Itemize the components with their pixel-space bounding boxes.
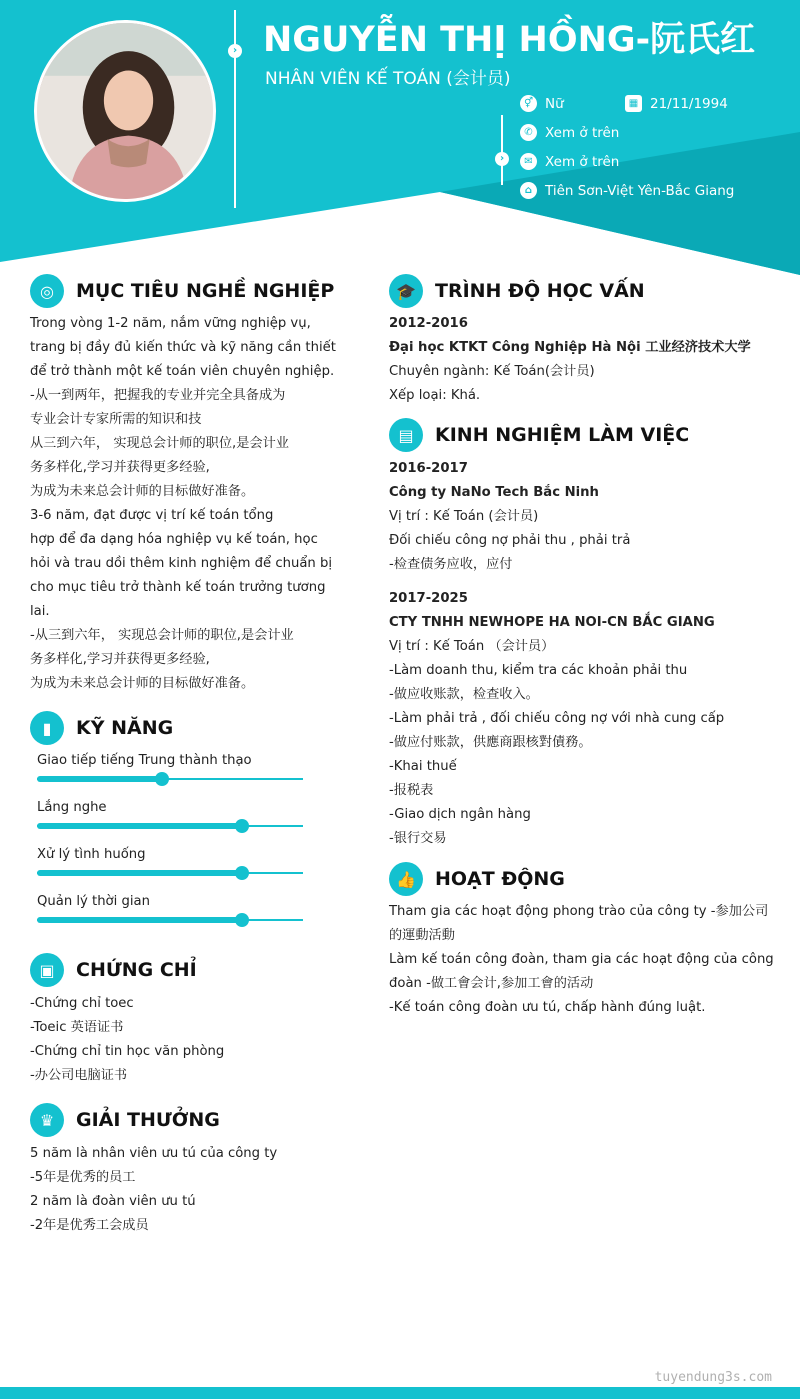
birthday-value: 21/11/1994 bbox=[650, 95, 728, 112]
education-title: TRÌNH ĐỘ HỌC VẤN bbox=[435, 280, 645, 302]
certificate-icon: ▣ bbox=[30, 953, 64, 987]
education-grade: Xếp loại: Khá. bbox=[389, 388, 481, 403]
job-company: Công ty NaNo Tech Bắc Ninh bbox=[389, 485, 599, 500]
email-icon: ✉ bbox=[520, 153, 537, 170]
activities-title: HOẠT ĐỘNG bbox=[435, 868, 565, 890]
text-line: 从三到六年， 实现总会计师的职位,是会计业 bbox=[30, 436, 289, 451]
education-period: 2012-2016 bbox=[389, 316, 468, 331]
phone-value: Xem ở trên bbox=[545, 124, 620, 141]
text-line: -从三到六年， 实现总会计师的职位,是会计业 bbox=[30, 628, 294, 643]
certificates-title: CHỨNG CHỈ bbox=[76, 959, 197, 981]
text-line: cho mục tiêu trở thành kế toán trưởng tương bbox=[30, 580, 326, 595]
skill-fill bbox=[37, 870, 242, 876]
activities-list bbox=[389, 900, 774, 1020]
education-school: Đại học KTKT Công Nghiệp Hà Nội 工业经济技术大学 bbox=[389, 340, 751, 355]
skill-knob bbox=[155, 772, 169, 786]
text-line: hỏi và trau dồi thêm kinh nghiệm để chuẩn bị bbox=[30, 556, 332, 571]
skill-knob bbox=[235, 866, 249, 880]
awards-list bbox=[30, 1142, 277, 1238]
job-entry bbox=[389, 587, 724, 851]
skills-header bbox=[30, 711, 173, 745]
list-item: 5 năm là nhân viên ưu tú của công ty bbox=[30, 1146, 278, 1161]
certificates-header bbox=[30, 953, 197, 987]
text-line: -银行交易 bbox=[389, 831, 447, 846]
text-line: -做应收账款，检查收入。 bbox=[389, 687, 539, 702]
skill-item bbox=[37, 894, 303, 921]
briefcase-icon: ▤ bbox=[389, 418, 423, 452]
list-item: -办公司电脑证书 bbox=[30, 1068, 128, 1083]
text-line: trang bị đầy đủ kiến thức và kỹ năng cần thiết bbox=[30, 340, 336, 355]
text-line: 务多样化,学习并获得更多经验, bbox=[30, 460, 210, 475]
text-line: -Làm doanh thu, kiểm tra các khoản phải thu bbox=[389, 663, 688, 678]
graduation-cap-icon: 🎓 bbox=[389, 274, 423, 308]
skill-item bbox=[37, 800, 303, 827]
text-line: hợp để đa dạng hóa nghiệp vụ kế toán, học bbox=[30, 532, 318, 547]
candidate-name: NGUYỄN THỊ HỒNG-阮氏红 bbox=[263, 20, 756, 60]
skills-title: KỸ NĂNG bbox=[76, 717, 174, 739]
certificates-list bbox=[30, 992, 224, 1088]
list-item: 2 năm là đoàn viên ưu tú bbox=[30, 1194, 196, 1209]
job-entry bbox=[389, 457, 630, 577]
objective-text bbox=[30, 312, 336, 696]
text-line: 为成为未来总会计师的目标做好准备。 bbox=[30, 484, 255, 499]
email-value: Xem ở trên bbox=[545, 153, 620, 170]
watermark: tuyendung3s.com bbox=[654, 1370, 772, 1385]
text-line: Đối chiếu công nợ phải thu , phải trả bbox=[389, 533, 631, 548]
text-line: lai. bbox=[30, 604, 50, 619]
job-period: 2017-2025 bbox=[389, 591, 468, 606]
address-info bbox=[520, 182, 734, 199]
bar-chart-icon: ▮ bbox=[30, 711, 64, 745]
skill-item bbox=[37, 847, 303, 874]
list-item: -Chứng chỉ toec bbox=[30, 996, 134, 1011]
gender-value: Nữ bbox=[545, 95, 564, 112]
text-line: Trong vòng 1-2 năm, nắm vững nghiệp vụ, bbox=[30, 316, 311, 331]
text-line: -做应付账款，供應商跟核對債務。 bbox=[389, 735, 592, 750]
skill-track bbox=[37, 919, 303, 921]
skill-fill bbox=[37, 776, 162, 782]
text-line: -报税表 bbox=[389, 783, 434, 798]
text-line: Làm kế toán công đoàn, tham gia các hoạt động của công bbox=[389, 952, 774, 967]
awards-header bbox=[30, 1103, 220, 1137]
home-icon: ⌂ bbox=[520, 182, 537, 199]
skill-label: Giao tiếp tiếng Trung thành thạo bbox=[37, 753, 252, 768]
header-divider bbox=[234, 10, 236, 208]
skill-track bbox=[37, 825, 303, 827]
birthday-info bbox=[625, 95, 728, 112]
objective-header bbox=[30, 274, 334, 308]
email-info bbox=[520, 153, 619, 170]
thumbs-up-icon: 👍 bbox=[389, 862, 423, 896]
footer-bar bbox=[0, 1387, 800, 1399]
experience-header bbox=[389, 418, 689, 452]
text-line: Vị trí : Kế Toán (会计员) bbox=[389, 509, 539, 524]
job-period: 2016-2017 bbox=[389, 461, 468, 476]
job-company: CTY TNHH NEWHOPE HA NOI-CN BẮC GIANG bbox=[389, 615, 715, 630]
skill-label: Xử lý tình huống bbox=[37, 847, 146, 862]
text-line: để trở thành một kế toán viên chuyên nghiệp. bbox=[30, 364, 335, 379]
list-item: -Chứng chỉ tin học văn phòng bbox=[30, 1044, 225, 1059]
skill-item bbox=[37, 753, 303, 780]
text-line: -Khai thuế bbox=[389, 759, 457, 774]
gender-icon: ⚥ bbox=[520, 95, 537, 112]
phone-info bbox=[520, 124, 619, 141]
list-item: -2年是优秀工会成员 bbox=[30, 1218, 149, 1233]
experience-title: KINH NGHIỆM LÀM VIỆC bbox=[435, 424, 690, 446]
skill-fill bbox=[37, 823, 242, 829]
address-value: Tiên Sơn-Việt Yên-Bắc Giang bbox=[545, 182, 735, 199]
contact-divider bbox=[501, 115, 503, 185]
chevron-right-icon: › bbox=[495, 152, 509, 166]
skill-fill bbox=[37, 917, 242, 923]
candidate-job-title: NHÂN VIÊN KẾ TOÁN (会计员) bbox=[265, 69, 511, 89]
skill-knob bbox=[235, 819, 249, 833]
skill-label: Lắng nghe bbox=[37, 800, 107, 815]
text-line: Tham gia các hoạt động phong trào của công ty -参加公司 bbox=[389, 904, 769, 919]
education-major: Chuyên ngành: Kế Toán(会计员) bbox=[389, 364, 595, 379]
text-line: Vị trí : Kế Toán （会计员） bbox=[389, 639, 555, 654]
target-icon: ◎ bbox=[30, 274, 64, 308]
text-line: đoàn -做工會会计,参加工會的活动 bbox=[389, 976, 594, 991]
skill-knob bbox=[235, 913, 249, 927]
skill-label: Quản lý thời gian bbox=[37, 894, 150, 909]
education-details bbox=[389, 312, 751, 408]
education-header bbox=[389, 274, 645, 308]
calendar-icon: ▦ bbox=[625, 95, 642, 112]
text-line: -Giao dịch ngân hàng bbox=[389, 807, 531, 822]
trophy-icon: ♛ bbox=[30, 1103, 64, 1137]
phone-icon: ✆ bbox=[520, 124, 537, 141]
text-line: 专业会计专家所需的知识和技 bbox=[30, 412, 202, 427]
objective-title: MỤC TIÊU NGHỀ NGHIỆP bbox=[76, 280, 335, 302]
activities-header bbox=[389, 862, 565, 896]
text-line: 的運動活動 bbox=[389, 928, 455, 943]
awards-title: GIẢI THƯỞNG bbox=[76, 1109, 220, 1131]
text-line: -检查债务应收，应付 bbox=[389, 557, 513, 572]
list-item: -5年是优秀的员工 bbox=[30, 1170, 136, 1185]
text-line: -Kế toán công đoàn ưu tú, chấp hành đúng luật. bbox=[389, 1000, 706, 1015]
skill-track bbox=[37, 778, 303, 780]
chevron-right-icon: › bbox=[228, 44, 242, 58]
text-line: 为成为未来总会计师的目标做好准备。 bbox=[30, 676, 255, 691]
gender-info bbox=[520, 95, 564, 112]
text-line: -Làm phải trả , đối chiếu công nợ với nhà cung cấp bbox=[389, 711, 725, 726]
profile-photo bbox=[34, 20, 216, 202]
text-line: -从一到两年，把握我的专业并完全具备成为 bbox=[30, 388, 286, 403]
list-item: -Toeic 英语证书 bbox=[30, 1020, 124, 1035]
text-line: 3-6 năm, đạt được vị trí kế toán tổng bbox=[30, 508, 274, 523]
skill-track bbox=[37, 872, 303, 874]
text-line: 务多样化,学习并获得更多经验, bbox=[30, 652, 210, 667]
